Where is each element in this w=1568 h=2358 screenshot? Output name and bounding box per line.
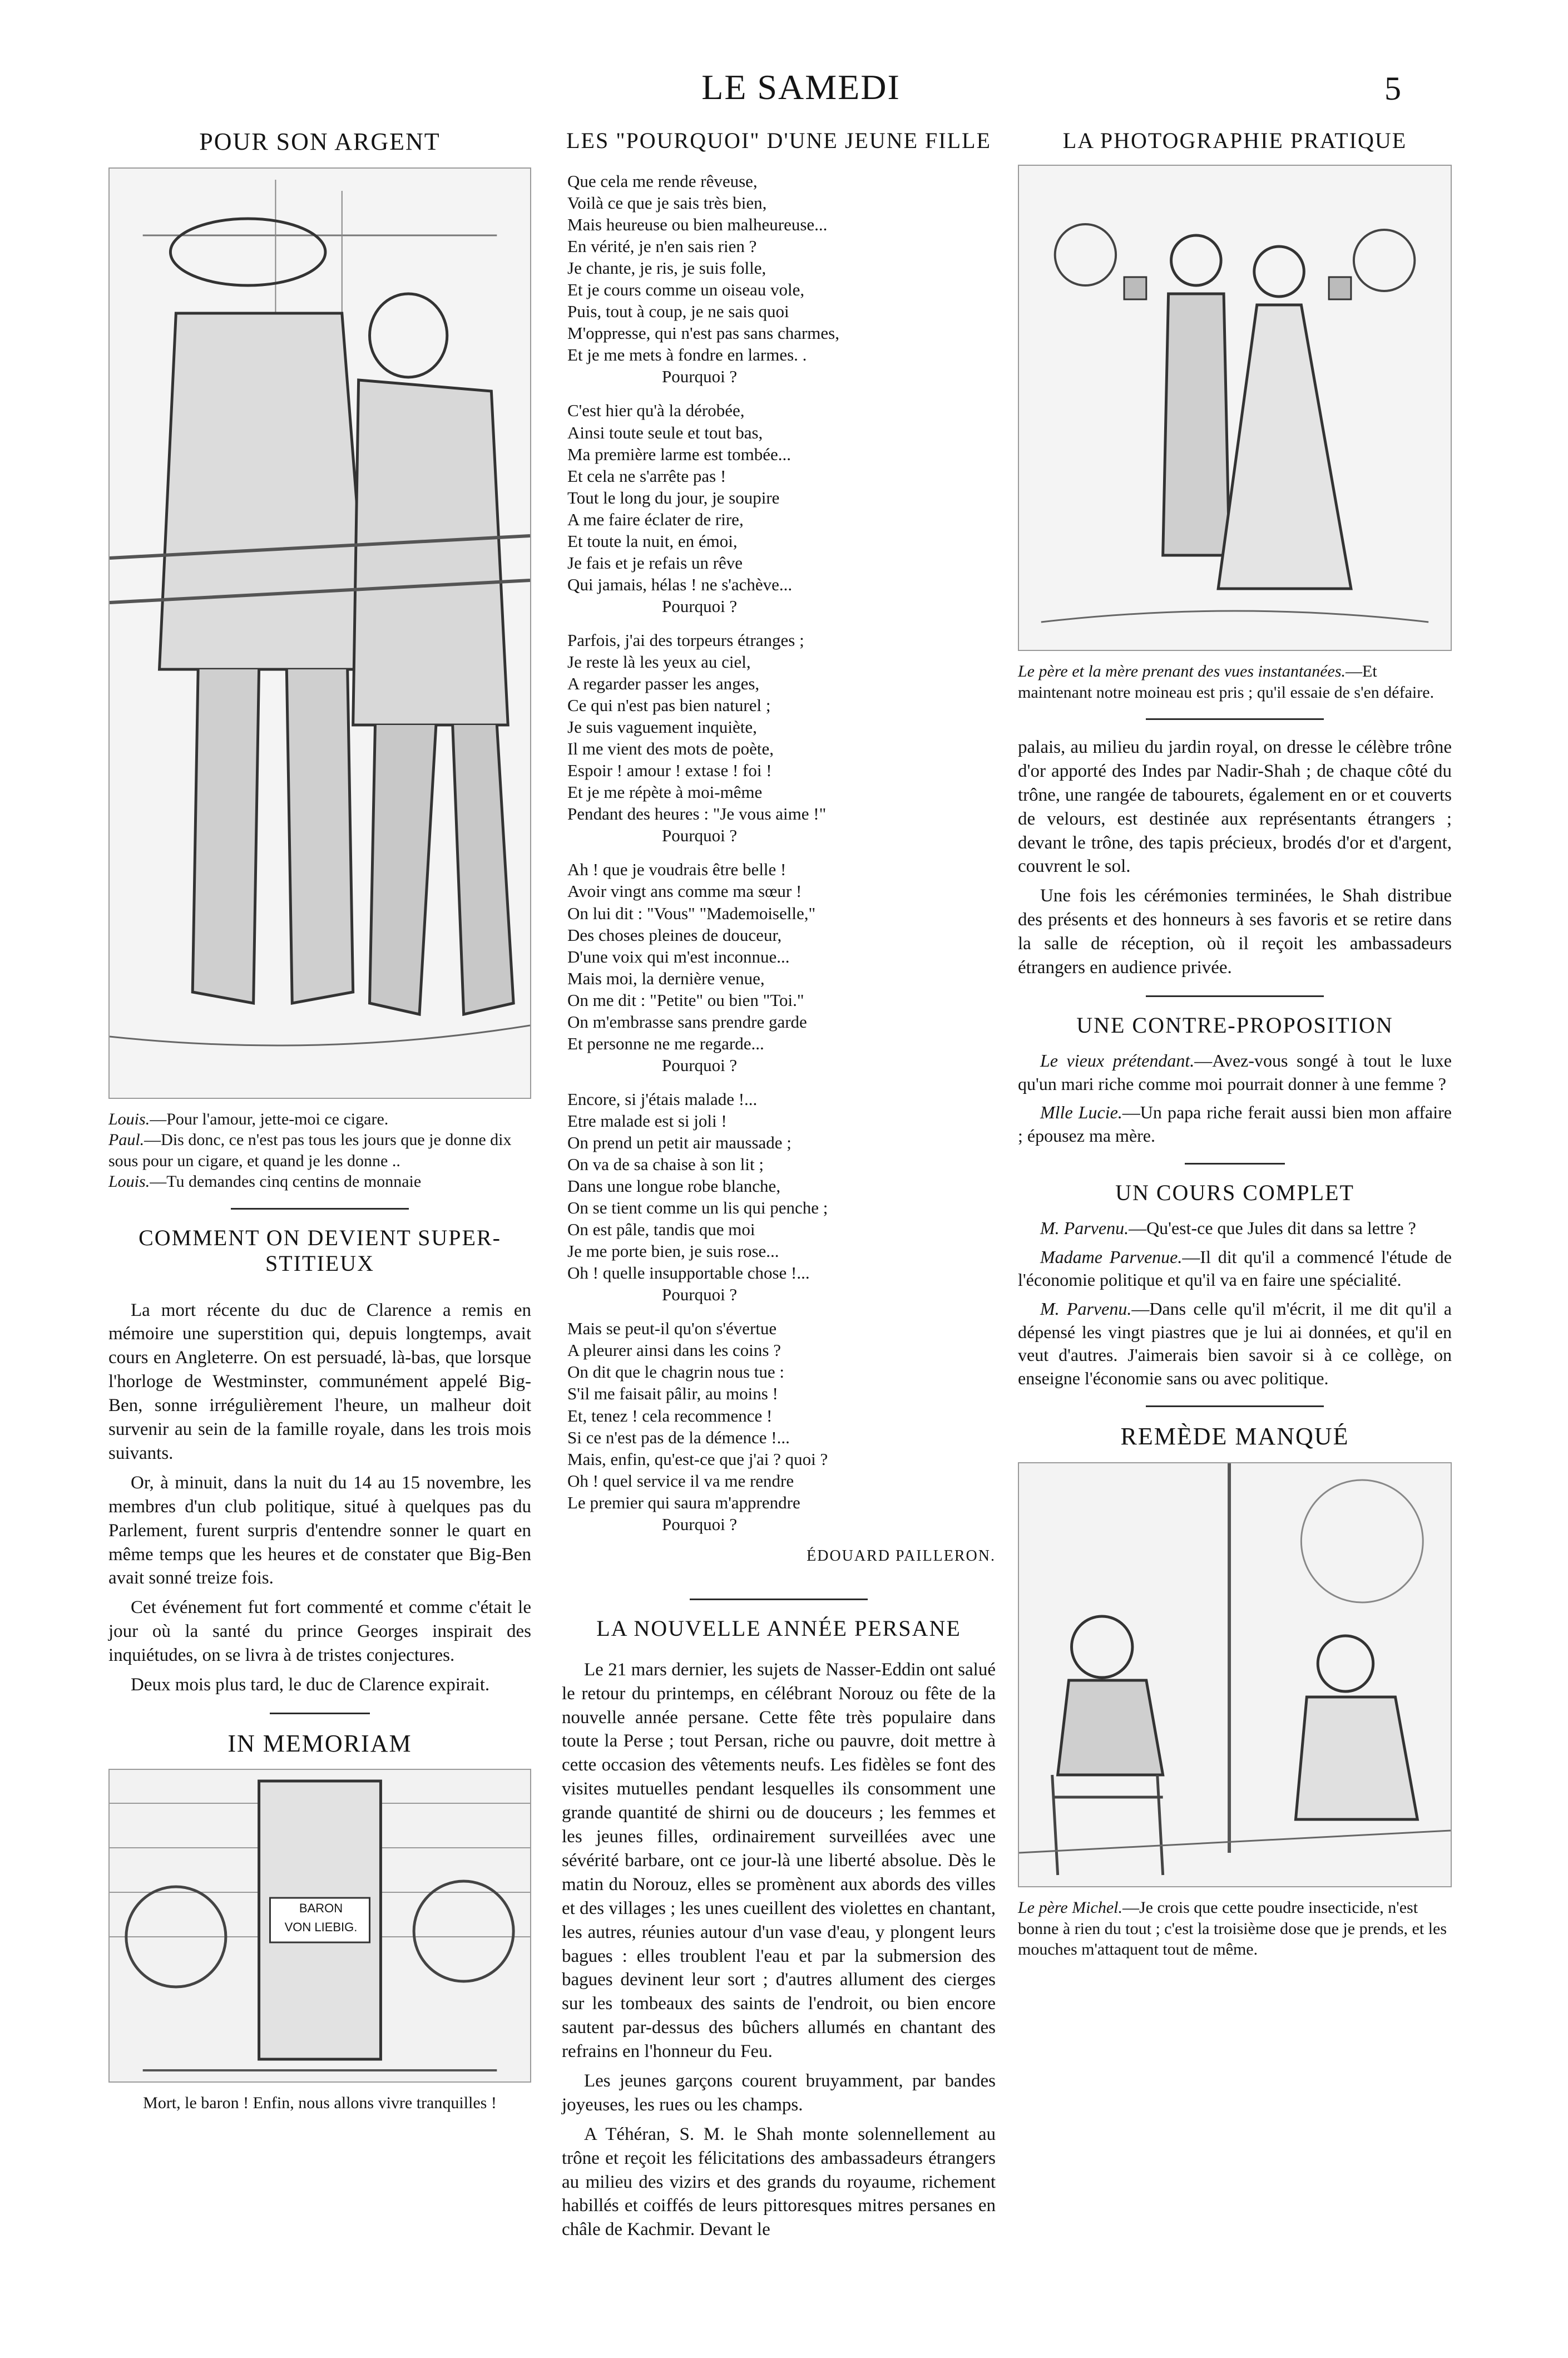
illustration-couple-photographed bbox=[1018, 165, 1452, 651]
caption-line bbox=[108, 1109, 531, 1130]
poem-stanza bbox=[567, 170, 996, 387]
poem-line: Pendant des heures : "Je vous aime !" bbox=[567, 804, 827, 824]
poem-line: Je fais et je refais un rêve bbox=[567, 552, 743, 573]
joke-title-cours-complet: UN COURS COMPLET bbox=[1115, 1180, 1354, 1206]
poem-line: Voilà ce que je sais très bien, bbox=[567, 193, 767, 213]
poem-title: LES "POURQUOI" D'UNE JEUNE FILLE bbox=[566, 128, 991, 153]
dialog-line bbox=[1018, 1246, 1452, 1292]
illustration-two-men-at-railing bbox=[108, 167, 531, 1099]
poem-stanza bbox=[567, 1088, 996, 1305]
cartoon-title-in-memoriam: IN MEMORIAM bbox=[227, 1729, 412, 1757]
poem-line: A pleurer ainsi dans les coins ? bbox=[567, 1340, 781, 1360]
poem-line: On dit que le chagrin nous tue : bbox=[567, 1362, 784, 1382]
poem-line: Espoir ! amour ! extase ! foi ! bbox=[567, 761, 772, 781]
article-paragraph: Cet événement fut fort commenté et comme c'était le jour où la santé du prince Georges inspirait des inquiétudes, on se livra à de tristes conjectures. bbox=[108, 1597, 531, 1666]
poem-line: Et je me mets à fondre en larmes. . bbox=[567, 345, 807, 365]
poem-refrain: Pourquoi ? bbox=[662, 367, 738, 387]
page-number: 5 bbox=[1384, 70, 1401, 107]
caption-speaker: Le père Michel. bbox=[1018, 1898, 1122, 1917]
caption-speaker: Louis. bbox=[108, 1109, 150, 1128]
section-divider bbox=[690, 1599, 868, 1600]
caption-text: —Et maintenant notre moineau est pris ; qu'il essaie de s'en défaire. bbox=[1018, 662, 1435, 702]
article-paragraph: Or, à minuit, dans la nuit du 14 au 15 novembre, les membres d'un club politique, situé à quelques pas du Parlement, furent surpris d'entendre sonner le quart en même temps que les heures et de constater que Big-Ben avait sonné treize fois. bbox=[108, 1472, 531, 1589]
poem-line: Je chante, je ris, je suis folle, bbox=[567, 258, 766, 278]
cartoon-title-photographie: LA PHOTOGRAPHIE PRATIQUE bbox=[1062, 128, 1407, 153]
poem-line: Etre malade est si joli ! bbox=[567, 1111, 727, 1131]
caption-speaker: Le père et la mère prenant des vues instantanées. bbox=[1018, 662, 1346, 680]
dialog-speaker: Madame Parvenue. bbox=[1040, 1246, 1183, 1267]
poem-line: Oh ! quel service il va me rendre bbox=[567, 1471, 794, 1491]
poem-line: On va de sa chaise à son lit ; bbox=[567, 1155, 764, 1175]
section-divider bbox=[1146, 1405, 1324, 1407]
caption-speaker: Paul. bbox=[108, 1131, 145, 1150]
poem-line: Ce qui n'est pas bien naturel ; bbox=[567, 695, 771, 716]
dialog-text: —Dans celle qu'il m'écrit, il me dit qu'il a dépensé les vingt piastres que je lui ai données, et qu'il en veut d'autres. J'aimerais bien savoir si à ce collège, on enseigne l'économie sans ou avec politique. bbox=[1018, 1299, 1452, 1388]
article-paragraph: Une fois les cérémonies terminées, le Shah distribue des présents et des honneurs à ses favoris et se retire dans la salle de réception, où il reçoit les ambassadeurs étrangers en audience privée. bbox=[1018, 886, 1452, 978]
door-sign-line: BARON bbox=[299, 1901, 343, 1916]
poem-line: Et toute la nuit, en émoi, bbox=[567, 531, 738, 551]
caption-speaker: Louis. bbox=[108, 1172, 150, 1191]
poem-line: Ma première larme est tombée... bbox=[567, 444, 791, 464]
poem-line: On prend un petit air maussade ; bbox=[567, 1132, 792, 1152]
caption-line bbox=[108, 1129, 531, 1171]
poem-refrain: Pourquoi ? bbox=[662, 1055, 738, 1075]
illustration-old-man-on-chair bbox=[1018, 1462, 1452, 1887]
poem-stanza bbox=[567, 1318, 996, 1535]
caption-text: —Tu demandes cinq centins de monnaie bbox=[150, 1172, 422, 1191]
poem-line: En vérité, je n'en sais rien ? bbox=[567, 236, 757, 256]
poem-refrain: Pourquoi ? bbox=[662, 826, 738, 846]
poem-body bbox=[567, 170, 996, 1535]
door-sign-line: VON LIEBIG. bbox=[284, 1920, 358, 1935]
dialog-line bbox=[1018, 1049, 1452, 1096]
poem-line: On se tient comme un lis qui penche ; bbox=[567, 1198, 828, 1218]
dialog-line bbox=[1018, 1101, 1452, 1147]
poem-line: Qui jamais, hélas ! ne s'achève... bbox=[567, 574, 793, 594]
door-sign bbox=[272, 1899, 370, 1941]
article-body-annee-persane-continued bbox=[1018, 736, 1452, 980]
poem-line: Et cela ne s'arrête pas ! bbox=[567, 466, 726, 486]
poem-line: A regarder passer les anges, bbox=[567, 674, 760, 694]
poem-line: Ah ! que je voudrais être belle ! bbox=[567, 860, 787, 880]
article-title-superstitieux: COMMENT ON DEVIENT SUPER-STITIEUX bbox=[139, 1225, 501, 1276]
poem-line: Et, tenez ! cela recommence ! bbox=[567, 1405, 773, 1425]
dialog-text: —Avez-vous songé à tout le luxe qu'un mari riche comme moi pourrait donner à une femme ? bbox=[1018, 1050, 1452, 1094]
poem-line: Tout le long du jour, je soupire bbox=[567, 487, 780, 507]
poem-line: On m'embrasse sans prendre garde bbox=[567, 1012, 807, 1032]
article-title-annee-persane: LA NOUVELLE ANNÉE PERSANE bbox=[596, 1615, 961, 1641]
poem-line: Je reste là les yeux au ciel, bbox=[567, 652, 751, 672]
poem-line: On est pâle, tandis que moi bbox=[567, 1220, 755, 1240]
joke-body-contre-proposition bbox=[1018, 1049, 1452, 1147]
poem-line: C'est hier qu'à la dérobée, bbox=[567, 401, 745, 421]
caption-text: —Pour l'amour, jette-moi ce cigare. bbox=[150, 1109, 389, 1128]
poem-line: Mais se peut-il qu'on s'évertue bbox=[567, 1319, 777, 1339]
dialog-text: —Un papa riche ferait aussi bien mon affaire ; épousez ma mère. bbox=[1018, 1102, 1452, 1146]
poem-line: Encore, si j'étais malade !... bbox=[567, 1089, 758, 1109]
cartoon-title-pour-son-argent: POUR SON ARGENT bbox=[199, 128, 441, 155]
poem-stanza bbox=[567, 629, 996, 846]
dialog-text: —Qu'est-ce que Jules dit dans sa lettre ? bbox=[1129, 1218, 1416, 1239]
poem-line: A me faire éclater de rire, bbox=[567, 509, 744, 529]
middle-column bbox=[562, 128, 996, 2247]
cartoon-caption-remede-manque bbox=[1018, 1897, 1452, 1960]
cartoon-caption-in-memoriam: Mort, le baron ! Enfin, nous allons vivre tranquilles ! bbox=[143, 2094, 497, 2113]
article-paragraph: A Téhéran, S. M. le Shah monte solennellement au trône et reçoit les félicitations des ambassadeurs étrangers au milieu des vizirs et des grands du royaume, richement habillés et coiffés de leurs pittoresques mitres persanes en châle de Kachmir. Devant le bbox=[562, 2124, 996, 2240]
poem-line: Le premier qui saura m'apprendre bbox=[567, 1492, 800, 1512]
dialog-text: —Il dit qu'il a commencé l'étude de l'économie politique et qu'il va en faire une spécialité. bbox=[1018, 1246, 1452, 1290]
article-paragraph: Le 21 mars dernier, les sujets de Nasser-Eddin ont salué le retour du printemps, en célébrant Norouz ou fête de la nouvelle année persane. Cette fête très populaire dans toute la Perse ; tout Persan, riche ou pauvre, doit mettre à cette occasion des vêtements neufs. Les fidèles se font des visites mutuelles pendant lesquelles ils consomment une grande quantité de shirni ou de douceurs ; les femmes et les jeunes filles, ordinairement surveillées avec une sévérité barbare, ont ce jour-là une liberté absolue. Dès le matin du Norouz, elles se promènent aux abords des villes et des villages ; les unes cueillent des violettes en chantant, les autres, réunies autour d'un vase d'eau, y plongent leurs bagues : elles troublent l'eau et par la submersion des bagues devinent leur sort ; d'autres allument des cierges sur les tombeaux des saints de l'endroit, ou bien encore sautent par-dessus des bûchers allumés en chantant des refrains en l'honneur du Feu. bbox=[562, 1659, 996, 2062]
dialog-speaker: M. Parvenu. bbox=[1040, 1218, 1129, 1239]
cartoon-caption-photographie bbox=[1018, 661, 1452, 703]
poem-line: Et je cours comme un oiseau vole, bbox=[567, 280, 805, 300]
illustration-sketch bbox=[110, 169, 530, 1098]
dialog-speaker: M. Parvenu. bbox=[1040, 1299, 1132, 1319]
article-paragraph: La mort récente du duc de Clarence a remis en mémoire une superstition qui, depuis longtemps, avait cours en Angleterre. On est persuadé, là-bas, que lorsque l'horloge de Westminster, communément appelé Big-Ben, sonne irrégulièrement l'heure, un malheur doit survenir au sein de la famille royale, dans les trois mois suivants. bbox=[108, 1300, 531, 1463]
caption-text: —Je crois que cette poudre insecticide, n'est bonne à rien du tout ; c'est la troisième dose que je prends, et les mouches m'attaquent tout de même. bbox=[1018, 1898, 1447, 1959]
poem-line: Je me porte bien, je suis rose... bbox=[567, 1241, 779, 1261]
poem-line: Ainsi toute seule et tout bas, bbox=[567, 422, 763, 442]
poem-line: Puis, tout à coup, je ne sais quoi bbox=[567, 302, 789, 322]
article-body-annee-persane bbox=[562, 1658, 996, 2242]
poem-line: On lui dit : "Vous" "Mademoiselle," bbox=[567, 903, 816, 923]
poem-stanza bbox=[567, 859, 996, 1076]
dialog-line bbox=[1018, 1298, 1452, 1390]
cartoon-caption-pour-son-argent bbox=[108, 1109, 531, 1192]
section-divider bbox=[231, 1208, 409, 1210]
poem-line: Oh ! quelle insupportable chose !... bbox=[567, 1263, 810, 1283]
poem-stanza bbox=[567, 399, 996, 616]
article-body-superstitieux bbox=[108, 1299, 531, 1697]
left-column bbox=[108, 128, 531, 2114]
poem-line: Mais, enfin, qu'est-ce que j'ai ? quoi ? bbox=[567, 1449, 828, 1469]
article-paragraph: Deux mois plus tard, le duc de Clarence expirait. bbox=[131, 1674, 490, 1695]
dialog-line bbox=[1018, 1217, 1452, 1240]
poem-line: Des choses pleines de douceur, bbox=[567, 925, 782, 945]
poem-refrain: Pourquoi ? bbox=[662, 1514, 738, 1534]
poem-line: Dans une longue robe blanche, bbox=[567, 1176, 781, 1196]
cartoon-title-remede-manque: REMÈDE MANQUÉ bbox=[1120, 1423, 1349, 1451]
poem-line: Parfois, j'ai des torpeurs étranges ; bbox=[567, 630, 804, 650]
section-divider bbox=[1185, 1163, 1285, 1165]
masthead-title: LE SAMEDI bbox=[701, 67, 901, 107]
poem-line: On me dit : "Petite" ou bien "Toi." bbox=[567, 990, 804, 1010]
poem-line: Mais moi, la dernière venue, bbox=[567, 968, 765, 988]
section-divider bbox=[270, 1713, 370, 1714]
illustration-sketch bbox=[1019, 166, 1451, 650]
right-column bbox=[1018, 128, 1452, 1960]
poem-line: Et personne ne me regarde... bbox=[567, 1033, 764, 1053]
poem-line: S'il me faisait pâlir, au moins ! bbox=[567, 1384, 778, 1404]
dialog-speaker: Le vieux prétendant. bbox=[1040, 1050, 1195, 1071]
section-divider bbox=[1146, 995, 1324, 997]
article-paragraph: palais, au milieu du jardin royal, on dresse le célèbre trône d'or apporté des Indes par Nadir-Shah ; de chaque côté du trône, une rangée de tabourets, également en or et couverts de velours, est destinée aux représentants étrangers ; devant le trône, des tapis précieux, brodés d'or et d'argent, couvrent le sol. bbox=[1018, 737, 1452, 877]
caption-line bbox=[108, 1171, 531, 1192]
poem-line: Et je me répète à moi-même bbox=[567, 782, 763, 802]
section-divider bbox=[1146, 718, 1324, 720]
poem-refrain: Pourquoi ? bbox=[662, 596, 738, 616]
joke-title-contre-proposition: UNE CONTRE-PROPOSITION bbox=[1076, 1012, 1393, 1038]
article-paragraph: Les jeunes garçons courent bruyamment, par bandes joyeuses, les rues ou les champs. bbox=[562, 2070, 996, 2115]
caption-text: —Dis donc, ce n'est pas tous les jours que je donne dix sous pour un cigare, et quand je les donne .. bbox=[108, 1131, 512, 1170]
poem-line: Avoir vingt ans comme ma sœur ! bbox=[567, 881, 802, 901]
dialog-speaker: Mlle Lucie. bbox=[1040, 1102, 1122, 1123]
illustration-sketch bbox=[1019, 1463, 1451, 1886]
joke-body-cours-complet bbox=[1018, 1217, 1452, 1390]
poem-line: Que cela me rende rêveuse, bbox=[567, 171, 758, 191]
poem-refrain: Pourquoi ? bbox=[662, 1285, 738, 1305]
illustration-in-memoriam-door bbox=[108, 1769, 531, 2083]
poem-line: Si ce n'est pas de la démence !... bbox=[567, 1427, 790, 1447]
poem-line: Je suis vaguement inquiète, bbox=[567, 717, 757, 737]
poem-author: ÉDOUARD PAILLERON. bbox=[807, 1547, 996, 1565]
poem-line: M'oppresse, qui n'est pas sans charmes, bbox=[567, 323, 839, 343]
poem-line: Mais heureuse ou bien malheureuse... bbox=[567, 215, 828, 235]
poem-line: D'une voix qui m'est inconnue... bbox=[567, 946, 790, 966]
poem-line: Il me vient des mots de poète, bbox=[567, 739, 774, 759]
